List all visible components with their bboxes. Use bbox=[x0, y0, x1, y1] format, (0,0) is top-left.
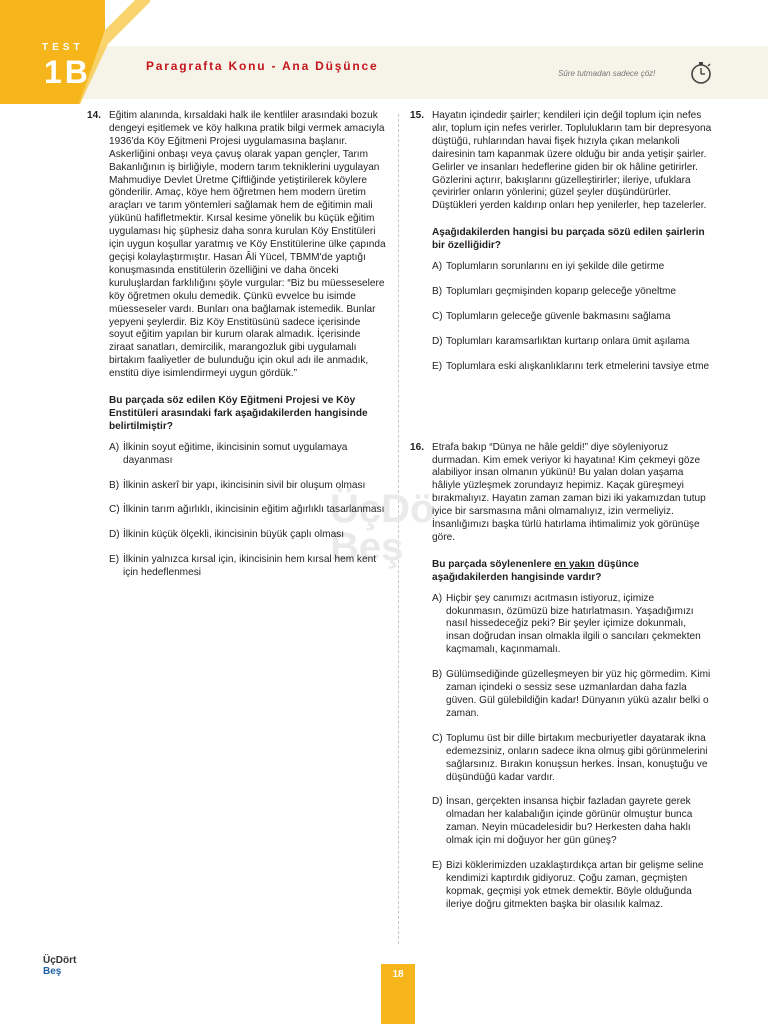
option-e[interactable]: E) İlkinin yalnızca kırsal için, ikincisinin hem kırsal hem kent için hedeflenmesi bbox=[109, 554, 376, 579]
option-c[interactable]: C) Toplumların geleceğe güvenle bakmasını sağlama bbox=[432, 310, 671, 322]
question-14 bbox=[87, 110, 387, 580]
test-label: TEST bbox=[42, 42, 84, 53]
publisher-logo: ÜçDört Beş bbox=[43, 955, 77, 977]
question-passage: Eğitim alanında, kırsaldaki halk ile kentliler arasındaki bozuk dengeyi eşitlemek ve köy halkına pratik bilgi vermek amacıyla 1936'da Köy Eğitmeni Projesi uygulamasına başlanır. Askerliğini onbaşı veya çavuş olarak yapan gençler, Tarım Bakanlığının iş birliğiyle, modern tarım tekniklerini uygulayan Mahmudiye Devlet Üretme Çiftliğinde yetiştirilerek köylere gönderilir. Amaç, köye hem öğretmen hem modern üretim araçları ve tarım yöntemleri sağlamak hem de eğitimin mali yükünü hafifletmektir. Kırsal kesime yönelik bu küçük eğitim uygulaması hiç şüphesiz daha sonra kurulan Köy Enstitüleri için uygun koşullar yaratmış ve Köy Enstitülerine ülke çapında geçişi kolaylaştırmıştır. Hasan Âli Yücel, TBMM'de yaptığı konuşmasında enstitülerin özelliğini ve daha önceki kuruluşlardan farklılığını şöyle vurgular: “Biz bu müesseselere köy öğretmen okulu demedik. Çünkü evvelce bu isimde müesseseler vardı. Bunları ona bağlamak istemedik. Bunlar yepyeni şeylerdir. Biz Köy Enstitüsünü sadece içerisinde soyut eğitim yapılan bir kurum olarak almadık. İçerisinde ziraat sanatları, demircilik, marangozluk gibi uygulamalı birtakım faaliyetler de bulunduğu için okul adı ile anmadık, enstitü diye isimlendirmeyi uygun gördük.” bbox=[109, 110, 386, 380]
question-prompt: Bu parçada söylenenlere en yakın düşünce aşağıdakilerden hangisinde vardır? bbox=[432, 558, 640, 583]
question-prompt: Aşağıdakilerden hangisi bu parçada sözü edilen şairlerin bir özelliğidir? bbox=[432, 227, 705, 252]
option-d[interactable]: D) İnsan, gerçekten insansa hiçbir fazladan gayrete gerek olmadan her kalabalığın içinde görünür olmuştur bunca zaman. Neyin mücadelesidir bu? Herkesten daha haklı olmak için mi doğuyor her gün güneş? bbox=[432, 796, 693, 847]
option-c[interactable]: C) Toplumu üst bir dille birtakım mecburiyetler dayatarak ikna edemezsiniz, onların sadece ikna olmuş gibi görünmelerini sağlarsınız. Bırakın konuşsun herkes. İnsan, konuştuğu ve düşündüğü kadar vardır. bbox=[432, 732, 708, 783]
left-column bbox=[87, 110, 387, 592]
question-16 bbox=[410, 442, 712, 912]
timer-note: Süre tutmadan sadece çöz! bbox=[558, 69, 656, 78]
test-number: 1B bbox=[44, 54, 91, 90]
question-15 bbox=[410, 110, 712, 374]
page-number: 18 bbox=[392, 969, 404, 980]
option-d[interactable]: D) Toplumları karamsarlıktan kurtarıp onlara ümit aşılama bbox=[432, 335, 690, 347]
option-a[interactable]: A) Hiçbir şey canımızı acıtmasın istiyoruz, içimize dokunmasın, özümüzü bize hatırlatmasın. Yaşadığımızı nasıl hissedeceğiz peki? Bir şeyler içimize dokunmalı, insan doğrudan insan olmakla ilgili o sancıları çekmekten kaçmamalı, kaçınmamalı. bbox=[432, 592, 701, 656]
spacer bbox=[410, 386, 712, 442]
question-number: 15. bbox=[410, 110, 425, 121]
question-number: 16. bbox=[410, 441, 425, 453]
question-passage: Etrafa bakıp “Dünya ne hâle geldi!” diye söyleniyoruz durmadan. Kim emek veriyor ki hayatına! Kim çekmeyi göze alabiliyor insan olmanın yükünü! Bu yalan dolan yaşama hâliyle yüzleşmek zorundayız hepimiz. Kaçak güreşmeyi bırakmalıyız. Hayatın zaman zaman bizi iki yakamızdan tutup iyice bir sarsmasına mâni olmamalıyız, izin vermeliyiz. İnsanlığımızı başka türlü hatırlama ihtimalimiz yok görünüşe göre. bbox=[432, 441, 706, 543]
option-b[interactable]: B) Gülümsediğinde güzelleşmeyen bir yüz hiç görmedim. Kimi zaman içindeki o sessiz sese uzmanlardan daha fazla güven. Gül gülebildiğin kadar! Dünyanın yükü azalır belki o zaman. bbox=[432, 669, 711, 719]
option-d[interactable]: D) İlkinin küçük ölçekli, ikincisinin büyük çaplı olması bbox=[109, 529, 345, 541]
option-e[interactable]: E) Toplumlara eski alışkanlıklarını terk etmelerini tavsiye etme bbox=[432, 360, 710, 372]
question-passage: Hayatın içindedir şairler; kendileri için değil toplum için nefes alır, toplum için nefes verirler. Toplulukların tam bir depresyona düştüğü, ruhlarından havai fişek hızıyla çıkan melankoli dairesinin tam kapanmak üzere olduğu bir anda yetişir şairler. Gelirler ve insanları hedeflerine giden bir ok hâline getirirler. Gözlerini açtırır, bakışlarını güzelleştirirler; ileriye, ufuklara çevirirler onların yönlerini; güzel şeyler düşündürürler. Düştükleri yerden kaldırıp onları hep yenilerler, hep tazelerler. bbox=[432, 110, 712, 212]
question-prompt: Bu parçada söz edilen Köy Eğitmeni Projesi ve Köy Enstitüleri arasındaki fark aşağıdakilerden hangisinde belirtilmiştir? bbox=[109, 395, 368, 432]
option-b[interactable]: B) Toplumları geçmişinden koparıp geleceğe yöneltme bbox=[432, 285, 677, 297]
stopwatch-icon bbox=[688, 60, 714, 86]
option-e[interactable]: E) Bizi köklerimizden uzaklaştırdıkça artan bir gelişme seline kendimizi kaptırdık gidiyoruz. Çoğu zaman, geçmişten kopmak, geçmişi yok etmek demektir. Böyle olduğunda ileriye doğru gitmekten başka bir olasılık kalmaz. bbox=[432, 860, 704, 910]
option-c[interactable]: C) İlkinin tarım ağırlıklı, ikincisinin eğitim ağırlıklı tasarlanması bbox=[109, 504, 385, 516]
emphasis-underline: en yakın bbox=[554, 558, 595, 570]
question-number: 14. bbox=[87, 110, 102, 121]
option-a[interactable]: A) İlkinin soyut eğitime, ikincisinin somut uygulamaya dayanması bbox=[109, 441, 348, 466]
watermark: ÜçDö Beş bbox=[330, 487, 435, 569]
option-b[interactable]: B) İlkinin askerî bir yapı, ikincisinin sivil bir oluşum olması bbox=[109, 479, 366, 491]
right-column bbox=[410, 110, 712, 924]
option-a[interactable]: A) Toplumların sorunlarını en iyi şekilde dile getirme bbox=[432, 261, 665, 273]
section-title: Paragrafta Konu - Ana Düşünce bbox=[146, 59, 379, 73]
